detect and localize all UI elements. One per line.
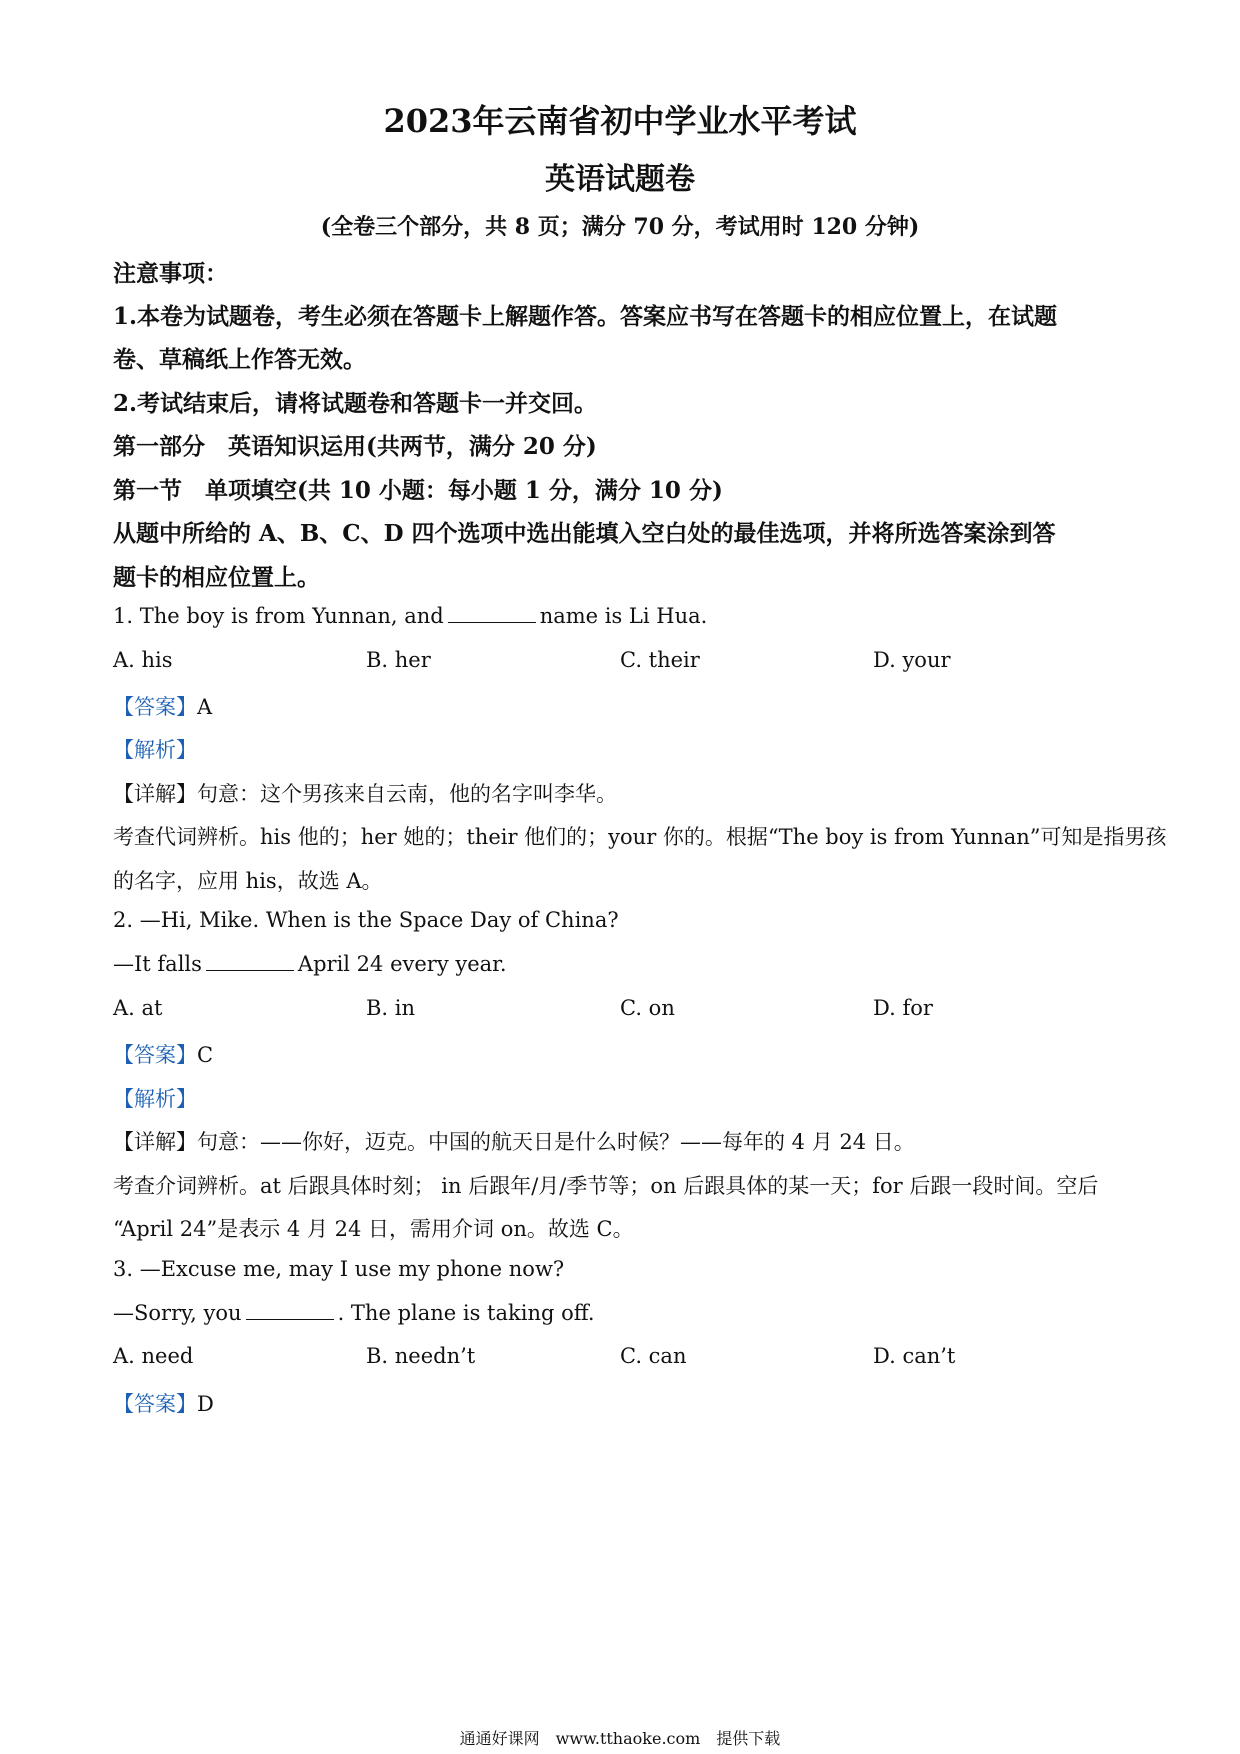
question-1-answer	[113, 691, 1133, 721]
answer-tag: 【答案】	[113, 1392, 197, 1416]
option-c: C. can	[620, 1344, 687, 1368]
exam-meta: (全卷三个部分，共 8 页；满分 70 分，考试用时 120 分钟)	[320, 214, 920, 240]
question-3-stem-2	[113, 1301, 1133, 1325]
notice-1a: 1.本卷为试题卷，考生必须在答题卡上解题作答。答案应书写在答题卡的相应位置上，在试题	[113, 303, 1058, 330]
question-2-answer	[113, 1039, 1133, 1069]
section-1-heading: 第一节 单项填空(共 10 小题：每小题 1 分，满分 10 分)	[113, 477, 723, 504]
notice-1b: 卷、草稿纸上作答无效。	[113, 346, 366, 373]
question-3-answer	[113, 1388, 1133, 1418]
part-1-heading: 第一部分 英语知识运用(共两节，满分 20 分)	[113, 433, 597, 460]
stem-pre: —It falls	[113, 952, 202, 976]
stem-pre: —Sorry, you	[113, 1301, 242, 1325]
notice-heading: 注意事项：	[113, 260, 228, 287]
question-2-stem-2	[113, 952, 1133, 976]
question-1-detail: 【详解】句意：这个男孩来自云南，他的名字叫李华。	[113, 782, 617, 806]
answer-blank	[448, 604, 536, 623]
instructions-a: 从题中所给的 A、B、C、D 四个选项中选出能填入空白处的最佳选项，并将所选答案涂到答	[113, 520, 1056, 547]
question-1-stem	[113, 604, 1133, 628]
exam-title: 2023年云南省初中学业水平考试	[383, 102, 857, 140]
stem-pre: 1. The boy is from Yunnan, and	[113, 604, 444, 628]
question-1-explanation-a: 考查代词辨析。his 他的；her 她的；their 他们的；your 你的。根据“The boy is from Yunnan”可知是指男孩	[113, 825, 1167, 849]
question-3-stem-1: 3. —Excuse me, may I use my phone now?	[113, 1257, 565, 1281]
stem-post: April 24 every year.	[297, 952, 507, 976]
page-footer: 通通好课网 www.tthaoke.com 提供下载	[459, 1729, 781, 1748]
question-2-detail: 【详解】句意：——你好，迈克。中国的航天日是什么时候？——每年的 4 月 24 日。	[113, 1130, 915, 1154]
question-2-explanation-b: “April 24”是表示 4 月 24 日，需用介词 on。故选 C。	[113, 1217, 634, 1241]
option-c: C. their	[620, 648, 700, 672]
exam-subtitle: 英语试题卷	[545, 162, 695, 197]
answer-value: D	[197, 1392, 214, 1416]
answer-tag: 【答案】	[113, 695, 197, 719]
option-d: D. for	[873, 996, 933, 1020]
answer-value: A	[197, 695, 213, 719]
stem-post: name is Li Hua.	[539, 604, 708, 628]
question-2-analysis-tag: 【解析】	[113, 1087, 197, 1111]
option-c: C. on	[620, 996, 675, 1020]
option-d: D. can’t	[873, 1344, 956, 1368]
notice-2: 2.考试结束后，请将试题卷和答题卡一并交回。	[113, 390, 598, 417]
answer-blank	[206, 952, 294, 971]
option-b: B. needn’t	[366, 1344, 476, 1368]
question-2-stem-1: 2. —Hi, Mike. When is the Space Day of China?	[113, 908, 619, 932]
option-b: B. in	[366, 996, 416, 1020]
instructions-b: 题卡的相应位置上。	[113, 564, 320, 591]
option-a: A. his	[113, 648, 173, 672]
option-d: D. your	[873, 648, 951, 672]
answer-value: C	[197, 1043, 214, 1067]
option-a: A. need	[113, 1344, 194, 1368]
answer-tag: 【答案】	[113, 1043, 197, 1067]
question-1-analysis-tag: 【解析】	[113, 738, 197, 762]
answer-blank	[246, 1301, 334, 1320]
question-2-explanation-a: 考查介词辨析。at 后跟具体时刻； in 后跟年/月/季节等；on 后跟具体的某一天；for 后跟一段时间。空后	[113, 1174, 1099, 1198]
stem-post: . The plane is taking off.	[337, 1301, 595, 1325]
question-1-explanation-b: 的名字，应用 his，故选 A。	[113, 869, 383, 893]
option-a: A. at	[113, 996, 163, 1020]
option-b: B. her	[366, 648, 431, 672]
